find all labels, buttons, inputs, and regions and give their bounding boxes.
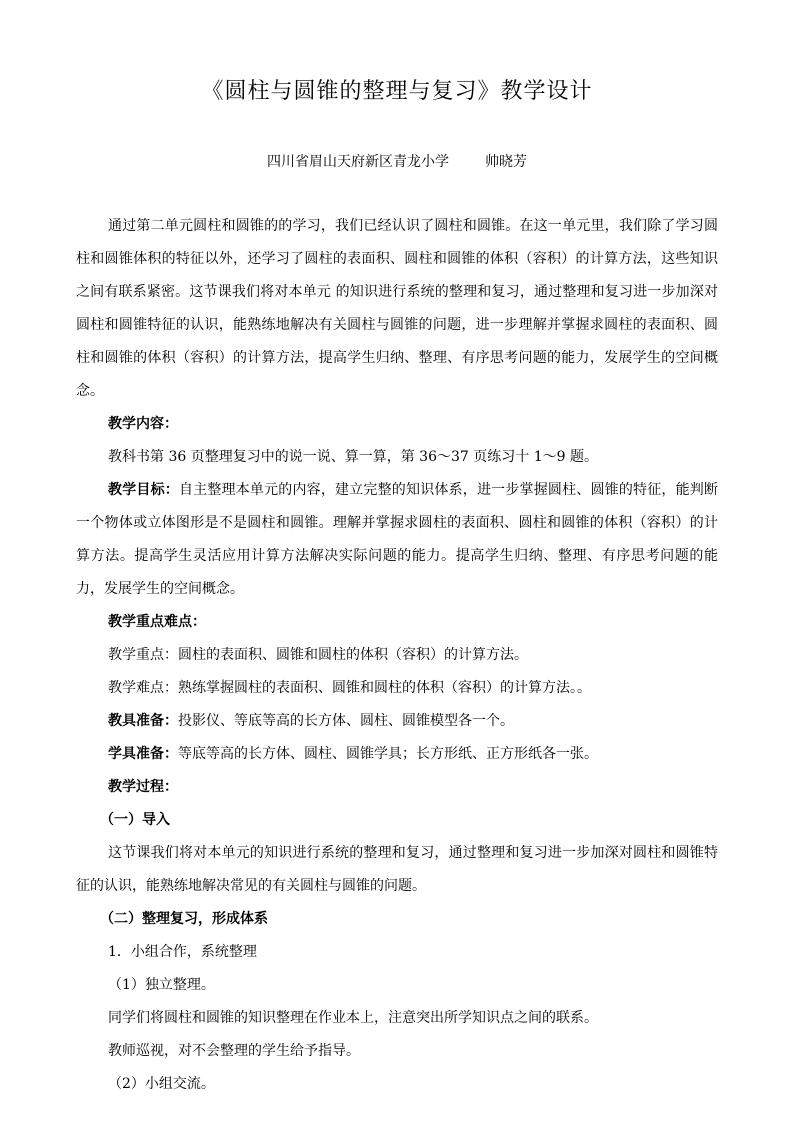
goal-text: 自主整理本单元的内容，建立完整的知识体系，进一步掌握圆柱、圆锥的特征，能判断一个物体或立体图形是不是圆柱和圆锥。理解并掌握求圆柱的表面积、圆柱和圆锥的体积（容积）的计算方法。提高学生灵活应用计算方法解决实际问题的能力。提高学生归纳、整理、有序思考问题的能力，发展学生的空间概念。 bbox=[76, 482, 718, 597]
item1-1-text2: 教师巡视，对不会整理的学生给予指导。 bbox=[108, 1043, 360, 1059]
teacher-tools-label: 教具准备： bbox=[108, 713, 178, 729]
item1-1-text: 同学们将圆柱和圆锥的知识整理在作业本上，注意突出所学知识点之间的联系。 bbox=[108, 1010, 598, 1026]
goal-label: 教学目标： bbox=[108, 482, 179, 498]
keypoints-heading: 教学重点难点： bbox=[108, 614, 206, 630]
item1: 1．小组合作，系统整理 bbox=[108, 944, 257, 960]
process-heading: 教学过程： bbox=[108, 779, 178, 795]
school-name: 四川省眉山天府新区青龙小学 bbox=[267, 154, 449, 170]
document-byline bbox=[0, 151, 794, 173]
teacher-tools-text: 投影仪、等底等高的长方体、圆柱、圆锥模型各一个。 bbox=[178, 713, 514, 729]
teacher-tools bbox=[76, 705, 718, 738]
content-heading: 教学内容： bbox=[108, 416, 178, 432]
content-text: 教科书第 36 页整理复习中的说一说、算一算，第 36～37 页练习十 1～9 题。 bbox=[108, 449, 598, 465]
student-tools-label: 学具准备： bbox=[108, 746, 178, 762]
intro-paragraph: 通过第二单元圆柱和圆锥的的学习，我们已经认识了圆柱和圆锥。在这一单元里，我们除了学习圆柱和圆锥体积的特征以外，还学习了圆柱的表面积、圆柱和圆锥的体积（容积）的计算方法，这些知识之间有联系紧密。这节课我们将对本单元 的知识进行系统的整理和复习，通过整理和复习进一步加深对圆柱和圆锥特征的认识，能熟练地解决有关圆柱与圆锥的问题，进一步理解并掌握求圆柱的表面积、圆柱和圆锥的体积（容积）的计算方法，提高学生归纳、整理、有序思考问题的能力，发展学生的空间概念。 bbox=[76, 218, 718, 399]
student-tools-text: 等底等高的长方体、圆柱、圆锥学具；长方形纸、正方形纸各一张。 bbox=[178, 746, 598, 762]
step1-text: 这节课我们将对本单元的知识进行系统的整理和复习，通过整理和复习进一步加深对圆柱和圆锥特征的认识，能熟练地解决常见的有关圆柱与圆锥的问题。 bbox=[76, 845, 718, 894]
key-point: 教学重点：圆柱的表面积、圆锥和圆柱的体积（容积）的计算方法。 bbox=[108, 647, 528, 663]
document-title: 《圆柱与圆锥的整理与复习》教学设计 bbox=[201, 79, 593, 104]
difficulty: 教学难点：熟练掌握圆柱的表面积、圆锥和圆柱的体积（容积）的计算方法。。 bbox=[108, 680, 591, 696]
goal-paragraph bbox=[76, 474, 718, 606]
author-name: 帅晓芳 bbox=[485, 154, 527, 170]
student-tools bbox=[76, 738, 718, 771]
document-body bbox=[76, 210, 718, 1101]
item1-1: （1）独立整理。 bbox=[108, 977, 215, 993]
item1-2: （2）小组交流。 bbox=[108, 1076, 215, 1092]
step2-heading: （二）整理复习，形成体系 bbox=[100, 911, 268, 927]
step1-heading: （一）导入 bbox=[100, 812, 170, 828]
